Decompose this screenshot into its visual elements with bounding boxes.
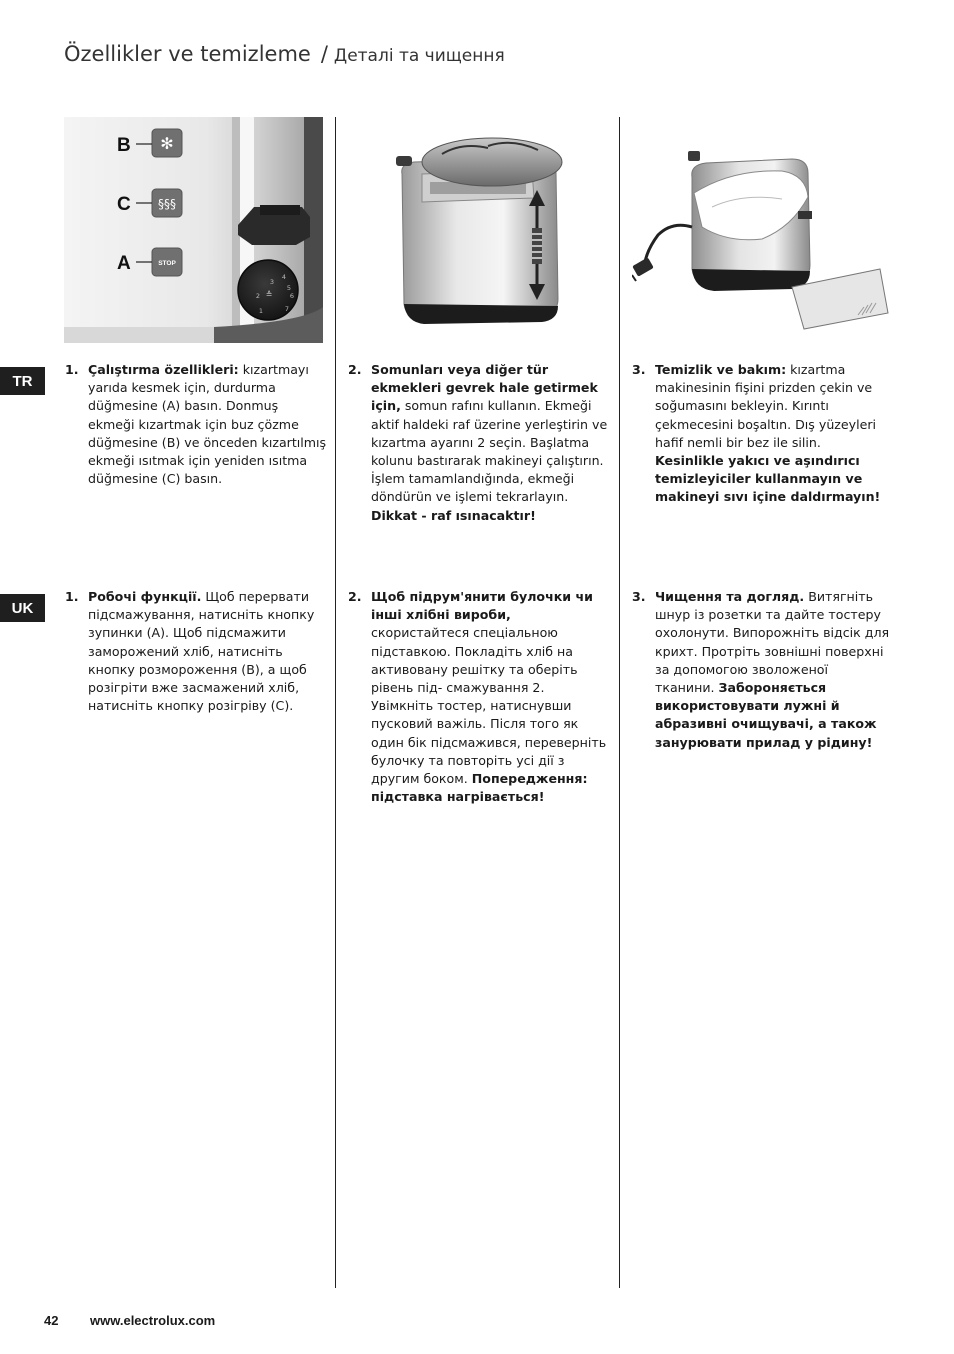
figure-toaster-bun-rack xyxy=(392,124,572,331)
page-number: 42 xyxy=(44,1313,59,1328)
item-warning: Kesinlikle yakıcı ve aşındırıcı temizleyiciler kullanmayın ve makineyi sıvı içine daldırmayın! xyxy=(655,453,881,505)
svg-text:≙: ≙ xyxy=(265,290,273,299)
item-text: Щоб перервати підсмажування, натисніть кнопку зупинки (A). Щоб підсмажити заморожений хліб, натисніть кнопку розмороження (B), а щоб розігріти вже засмажений хліб, натисніть кнопку розігріву (C). xyxy=(88,589,315,714)
item-text: kızartmayı yarıda kesmek için, durdurma düğmesine (A) basın. Donmuş ekmeği kızartmak için buz çözme düğmesine (B) ve önceden kızartılmış ekmeği ısıtmak için yeniden ısıtma düğmesine (C) basın. xyxy=(88,362,327,487)
figure-control-buttons xyxy=(64,117,323,343)
svg-text:2: 2 xyxy=(255,292,261,300)
item-heading: Çalıştırma özellikleri: xyxy=(88,362,239,377)
item-text: скористайтеся спеціальною підставкою. Покладіть хліб на активовану решітку та оберіть рівень під- смажування 2. Увімкніть тостер, натиснувши пусковий важіль. Після того як один бік підсмажився, переверніть булочку та повторіть усі дії з другим боком. xyxy=(371,625,607,787)
stop-label: STOP xyxy=(158,260,176,267)
tr-item-3 xyxy=(632,361,890,507)
item-heading: Робочі функції. xyxy=(88,589,202,604)
item-text: somun rafını kullanın. Ekmeği aktif haldeki raf üzerine yerleştirin ve kızartma ayarını 2 seçin. Başlatma kolunu bastırarak makineyi çalıştırın. İşlem tamamlandığında, ekmeği döndürün ve işlemi tekrarlayın. xyxy=(371,398,608,505)
item-text: Витягніть шнур із розетки та дайте тостеру охолонути. Випорожніть відсік для крихт. Протріть зовнішні поверхні за допомогою зволоженої тканини. xyxy=(655,589,890,696)
tr-item-1 xyxy=(65,361,327,488)
title-tr: Özellikler ve temizleme xyxy=(64,42,311,66)
item-heading: Чищення та догляд. xyxy=(655,589,805,604)
title-separator: / xyxy=(320,42,328,66)
svg-text:1: 1 xyxy=(258,307,264,315)
tr-item-2 xyxy=(348,361,610,525)
svg-text:4: 4 xyxy=(281,273,287,281)
item-number: 3. xyxy=(632,362,646,377)
uk-item-1 xyxy=(65,588,327,715)
svg-text:7: 7 xyxy=(284,305,290,313)
column-divider-2 xyxy=(619,117,620,1288)
item-warning: Dikkat - raf ısınacaktır! xyxy=(371,507,536,523)
svg-text:5: 5 xyxy=(286,284,292,292)
label-a: A xyxy=(117,253,131,274)
title-uk: Деталі та чищення xyxy=(333,46,505,66)
item-number: 2. xyxy=(348,589,362,604)
item-number: 2. xyxy=(348,362,362,377)
column-divider-1 xyxy=(335,117,336,1288)
item-heading: Somunları veya diğer tür ekmekleri gevrek hale getirmek için, xyxy=(371,362,598,414)
language-tab-uk: UK xyxy=(0,594,45,622)
item-heading: Щоб підрум'янити булочки чи інші хлібні вироби, xyxy=(371,589,593,623)
item-number: 1. xyxy=(65,362,79,377)
label-b: B xyxy=(117,135,131,156)
figure-toaster-cleaning xyxy=(632,147,890,337)
footer-url[interactable]: www.electrolux.com xyxy=(90,1313,216,1328)
svg-text:6: 6 xyxy=(289,292,295,300)
item-number: 1. xyxy=(65,589,79,604)
item-warning: Забороняється використовувати лужні й абразивні очищувачі, а також занурювати прилад у рідину! xyxy=(655,680,877,750)
uk-item-3 xyxy=(632,588,890,752)
uk-item-2 xyxy=(348,588,610,806)
page-header xyxy=(64,42,505,66)
item-number: 3. xyxy=(632,589,646,604)
svg-text:3: 3 xyxy=(269,278,275,286)
svg-text:✻: ✻ xyxy=(160,134,174,153)
item-warning: Попередження: підставка нагрівається! xyxy=(371,771,588,805)
item-heading: Temizlik ve bakım: xyxy=(655,362,787,377)
svg-text:§§§: §§§ xyxy=(158,197,176,211)
item-text: kızartma makinesinin fişini prizden çekin ve soğumasını bekleyin. Kırıntı çekmecesini boşaltın. Dış yüzeyleri hafif nemli bir bez ile silin. xyxy=(655,362,877,450)
language-tab-tr: TR xyxy=(0,367,45,395)
label-c: C xyxy=(117,194,131,215)
